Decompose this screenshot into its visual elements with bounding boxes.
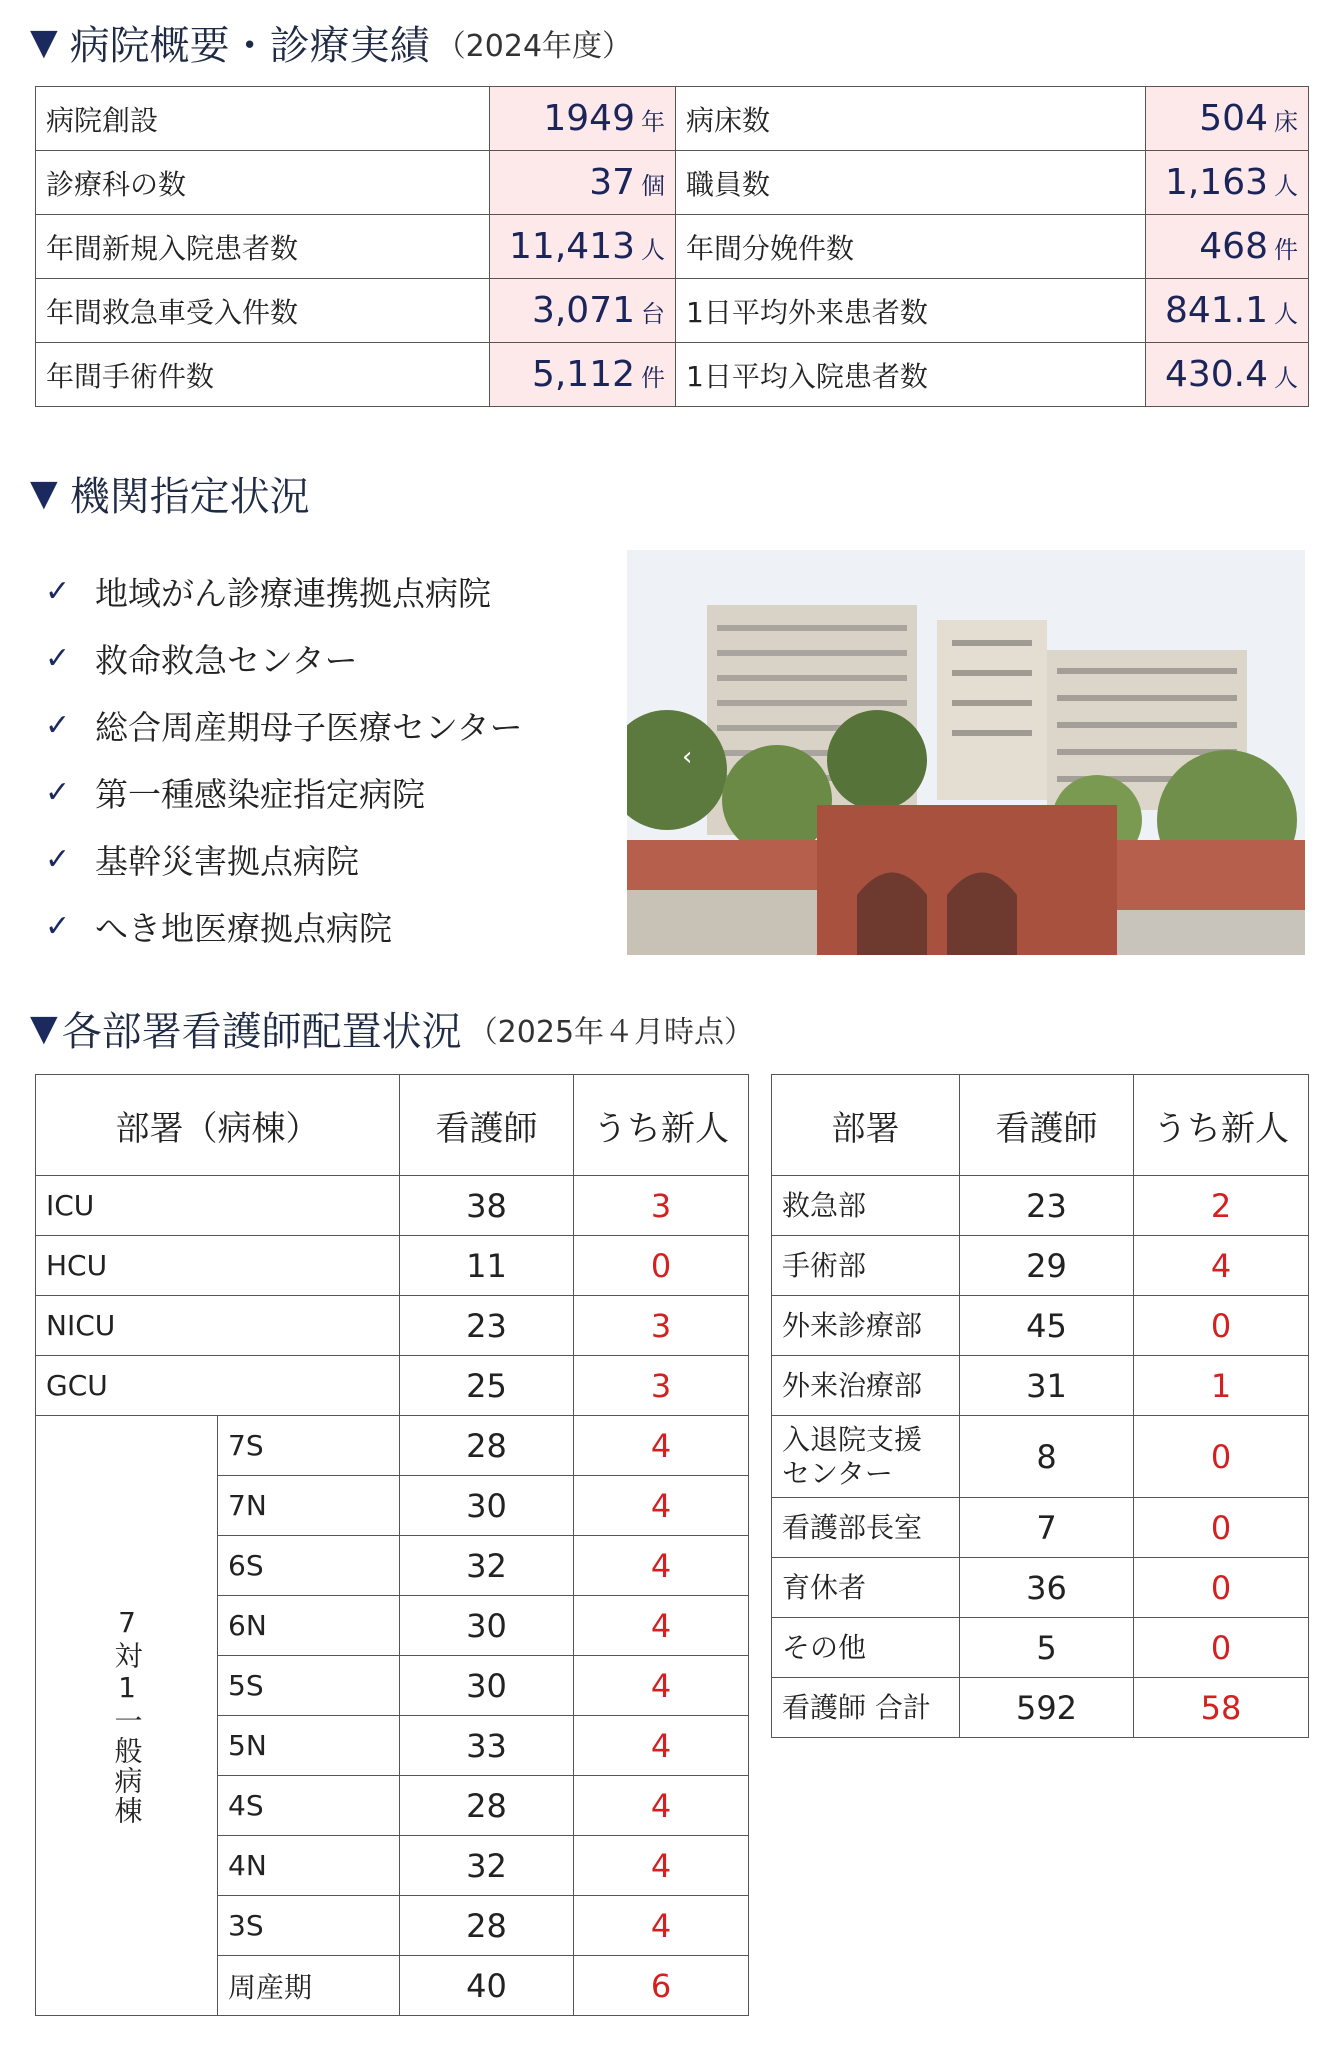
nurse-count: 28 — [400, 1776, 574, 1836]
ward-name: 4S — [218, 1776, 400, 1836]
nurses-date: （2025年４月時点） — [467, 1014, 755, 1050]
nurse-count: 28 — [400, 1896, 574, 1956]
table-row — [772, 1176, 1309, 1236]
overview-row — [36, 343, 1309, 407]
new-nurse-count: 1 — [1134, 1356, 1309, 1416]
new-nurse-count: 4 — [574, 1656, 749, 1716]
new-nurse-count: 0 — [1134, 1498, 1309, 1558]
svg-text:‹: ‹ — [682, 742, 693, 772]
hospital-building-image — [627, 550, 1305, 955]
nurse-count: 7 — [960, 1498, 1134, 1558]
new-nurse-count: 4 — [574, 1476, 749, 1536]
new-nurse-count: 4 — [574, 1596, 749, 1656]
table-row — [772, 1416, 1309, 1498]
ward-name: 4N — [218, 1836, 400, 1896]
overview-label: 年間分娩件数 — [676, 215, 1146, 279]
header-dept: 部署（病棟） — [36, 1075, 400, 1176]
ward-name: 6S — [218, 1536, 400, 1596]
ward-name: 5S — [218, 1656, 400, 1716]
overview-row — [36, 215, 1309, 279]
ward-group-text: 7対1一般病棟 — [110, 1605, 144, 1826]
table-row — [36, 1176, 749, 1236]
designation-list — [45, 558, 523, 960]
table-row — [772, 1558, 1309, 1618]
overview-unit: 人 — [641, 236, 665, 264]
nurse-count: 30 — [400, 1596, 574, 1656]
overview-unit: 個 — [641, 172, 665, 200]
overview-title: 病院概要・診療実績 — [69, 23, 430, 69]
overview-unit: 件 — [641, 364, 665, 392]
overview-year: （2024年度） — [435, 28, 633, 64]
nurse-count: 29 — [960, 1236, 1134, 1296]
overview-value-cell — [490, 151, 676, 215]
new-nurse-count: 4 — [574, 1896, 749, 1956]
designation-item — [45, 692, 523, 759]
new-nurse-count: 0 — [1134, 1618, 1309, 1678]
nurse-count: 592 — [960, 1678, 1134, 1738]
table-row — [36, 1236, 749, 1296]
dept-name: GCU — [36, 1356, 400, 1416]
designation-item — [45, 893, 523, 960]
overview-unit: 年 — [641, 108, 665, 136]
table-row — [36, 1416, 749, 1476]
overview-number: 11,413 — [509, 226, 635, 267]
ward-name: 7S — [218, 1416, 400, 1476]
ward-group-label — [36, 1416, 218, 2016]
ward-name: 3S — [218, 1896, 400, 1956]
nurse-count: 23 — [400, 1296, 574, 1356]
nurse-count: 25 — [400, 1356, 574, 1416]
overview-table — [35, 86, 1309, 407]
dept-name: HCU — [36, 1236, 400, 1296]
new-nurse-count: 0 — [1134, 1296, 1309, 1356]
ward-name: 7N — [218, 1476, 400, 1536]
nurse-count: 45 — [960, 1296, 1134, 1356]
new-nurse-count: 3 — [574, 1176, 749, 1236]
designation-label: へき地医療拠点病院 — [95, 909, 392, 948]
new-nurse-count: 3 — [574, 1356, 749, 1416]
overview-label: 病院創設 — [36, 87, 490, 151]
header-new: うち新人 — [1134, 1075, 1309, 1176]
checkmark-icon: ✓ — [45, 641, 71, 676]
table-row — [772, 1498, 1309, 1558]
designation-item — [45, 625, 523, 692]
dept-name: 外来治療部 — [772, 1356, 960, 1416]
dept-name: その他 — [772, 1618, 960, 1678]
table-row — [772, 1356, 1309, 1416]
header-dept: 部署 — [772, 1075, 960, 1176]
table-row — [36, 1356, 749, 1416]
overview-label: 1日平均外来患者数 — [676, 279, 1146, 343]
designation-item — [45, 558, 523, 625]
new-nurse-count: 58 — [1134, 1678, 1309, 1738]
new-nurse-count: 4 — [574, 1536, 749, 1596]
overview-number: 504 — [1199, 98, 1268, 139]
nurse-count: 30 — [400, 1656, 574, 1716]
overview-unit: 床 — [1274, 108, 1298, 136]
new-nurse-count: 4 — [574, 1836, 749, 1896]
overview-row — [36, 279, 1309, 343]
dept-name: NICU — [36, 1296, 400, 1356]
overview-unit: 台 — [641, 300, 665, 328]
triangle-down-icon: ▼ — [30, 473, 58, 514]
checkmark-icon: ✓ — [45, 909, 71, 944]
ward-name: 5N — [218, 1716, 400, 1776]
table-row — [772, 1236, 1309, 1296]
table-row — [772, 1296, 1309, 1356]
checkmark-icon: ✓ — [45, 842, 71, 877]
overview-label: 病床数 — [676, 87, 1146, 151]
new-nurse-count: 2 — [1134, 1176, 1309, 1236]
overview-number: 841.1 — [1164, 290, 1268, 331]
new-nurse-count: 4 — [574, 1776, 749, 1836]
triangle-down-icon: ▼ — [30, 22, 58, 63]
dept-name: 手術部 — [772, 1236, 960, 1296]
overview-value-cell — [490, 215, 676, 279]
overview-number: 468 — [1199, 226, 1268, 267]
overview-label: 診療科の数 — [36, 151, 490, 215]
nurse-count: 38 — [400, 1176, 574, 1236]
new-nurse-count: 4 — [574, 1416, 749, 1476]
designation-label: 総合周産期母子医療センター — [95, 708, 523, 747]
designation-label: 救命救急センター — [95, 641, 358, 680]
overview-label: 年間救急車受入件数 — [36, 279, 490, 343]
new-nurse-count: 4 — [1134, 1236, 1309, 1296]
table-row — [772, 1618, 1309, 1678]
designation-item — [45, 759, 523, 826]
overview-number: 430.4 — [1164, 354, 1268, 395]
overview-number: 1,163 — [1164, 162, 1268, 203]
checkmark-icon: ✓ — [45, 775, 71, 810]
overview-number: 37 — [589, 162, 635, 203]
designation-label: 地域がん診療連携拠点病院 — [95, 574, 491, 613]
nurse-count: 23 — [960, 1176, 1134, 1236]
nurse-count: 32 — [400, 1836, 574, 1896]
overview-number: 1949 — [543, 98, 635, 139]
overview-row — [36, 87, 1309, 151]
table-row — [772, 1678, 1309, 1738]
nurse-count: 30 — [400, 1476, 574, 1536]
header-nurses: 看護師 — [400, 1075, 574, 1176]
overview-label: 職員数 — [676, 151, 1146, 215]
dept-name: 入退院支援 センター — [772, 1416, 960, 1498]
checkmark-icon: ✓ — [45, 574, 71, 609]
nurse-count: 8 — [960, 1416, 1134, 1498]
new-nurse-count: 0 — [574, 1236, 749, 1296]
overview-unit: 人 — [1274, 300, 1298, 328]
dept-nurse-table — [771, 1074, 1309, 1738]
overview-value-cell — [1146, 151, 1309, 215]
overview-label: 年間手術件数 — [36, 343, 490, 407]
nurse-count: 36 — [960, 1558, 1134, 1618]
overview-label: 年間新規入院患者数 — [36, 215, 490, 279]
overview-label: 1日平均入院患者数 — [676, 343, 1146, 407]
nurse-count: 11 — [400, 1236, 574, 1296]
dept-name: 外来診療部 — [772, 1296, 960, 1356]
checkmark-icon: ✓ — [45, 708, 71, 743]
overview-value-cell — [1146, 215, 1309, 279]
overview-value-cell — [490, 87, 676, 151]
overview-unit: 人 — [1274, 364, 1298, 392]
table-row — [36, 1296, 749, 1356]
overview-number: 3,071 — [531, 290, 635, 331]
designation-label: 基幹災害拠点病院 — [95, 842, 359, 881]
dept-name: ICU — [36, 1176, 400, 1236]
nurse-count: 28 — [400, 1416, 574, 1476]
dept-name: 育休者 — [772, 1558, 960, 1618]
overview-unit: 人 — [1274, 172, 1298, 200]
ward-name: 6N — [218, 1596, 400, 1656]
nurse-count: 40 — [400, 1956, 574, 2016]
dept-name: 救急部 — [772, 1176, 960, 1236]
overview-value-cell — [490, 279, 676, 343]
nurse-count: 31 — [960, 1356, 1134, 1416]
ward-nurse-table — [35, 1074, 749, 2016]
overview-value-cell — [1146, 87, 1309, 151]
designation-label: 第一種感染症指定病院 — [95, 775, 425, 814]
ward-name: 周産期 — [218, 1956, 400, 2016]
overview-value-cell — [1146, 279, 1309, 343]
nurse-count: 5 — [960, 1618, 1134, 1678]
designation-heading — [30, 465, 310, 522]
header-nurses: 看護師 — [960, 1075, 1134, 1176]
overview-value-cell — [1146, 343, 1309, 407]
new-nurse-count: 4 — [574, 1716, 749, 1776]
overview-value-cell — [490, 343, 676, 407]
nurse-count: 32 — [400, 1536, 574, 1596]
new-nurse-count: 3 — [574, 1296, 749, 1356]
overview-row — [36, 151, 1309, 215]
overview-number: 5,112 — [531, 354, 635, 395]
new-nurse-count: 6 — [574, 1956, 749, 2016]
nurse-count: 33 — [400, 1716, 574, 1776]
designation-title: 機関指定状況 — [69, 474, 310, 520]
new-nurse-count: 0 — [1134, 1416, 1309, 1498]
dept-name: 看護師 合計 — [772, 1678, 960, 1738]
nurses-title: 各部署看護師配置状況 — [61, 1009, 462, 1055]
designation-item — [45, 826, 523, 893]
triangle-down-icon: ▼ — [30, 1008, 58, 1049]
overview-unit: 件 — [1274, 236, 1298, 264]
dept-name: 看護部長室 — [772, 1498, 960, 1558]
hospital-photo — [627, 550, 1305, 955]
overview-heading — [30, 14, 632, 71]
new-nurse-count: 0 — [1134, 1558, 1309, 1618]
header-new: うち新人 — [574, 1075, 749, 1176]
nurses-heading — [30, 1000, 754, 1057]
